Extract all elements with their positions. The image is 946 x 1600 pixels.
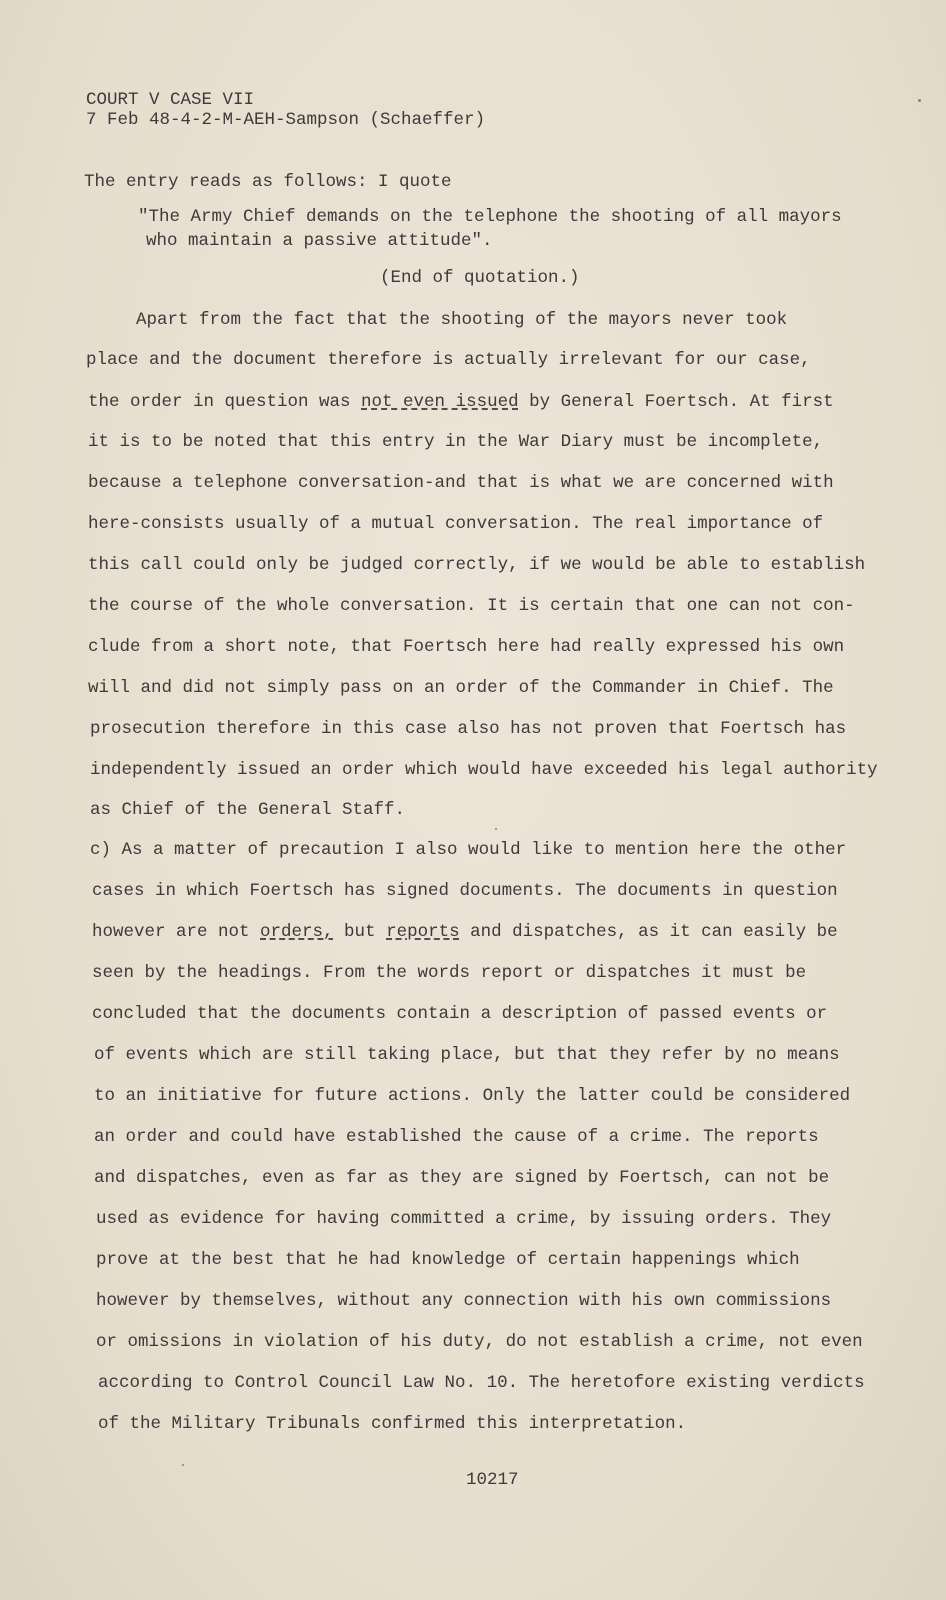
text-span: and dispatches, as it can easily be <box>459 922 838 942</box>
body-line: concluded that the documents contain a description of passed events or <box>92 1004 828 1024</box>
body-line: place and the document therefore is actually irrelevant for our case, <box>86 350 811 370</box>
body-line: Apart from the fact that the shooting of the mayors never took <box>136 310 788 330</box>
case-header <box>86 90 485 130</box>
body-line: the course of the whole conversation. It is certain that one can not con- <box>88 596 855 616</box>
text-span: by General Foertsch. At first <box>518 392 834 412</box>
body-line: of events which are still taking place, but that they refer by no means <box>94 1045 840 1065</box>
body-line: as Chief of the General Staff. <box>90 800 406 820</box>
body-line: seen by the headings. From the words report or dispatches it must be <box>92 963 807 983</box>
text-span: but <box>333 922 387 942</box>
body-line: it is to be noted that this entry in the War Diary must be incomplete, <box>88 432 824 452</box>
paper-speck <box>918 99 921 102</box>
underlined-word: orders, <box>260 922 334 942</box>
body-line: here-consists usually of a mutual conversation. The real importance of <box>88 514 824 534</box>
body-line: independently issued an order which would have exceeded his legal authority <box>90 760 878 780</box>
page-number: 10217 <box>466 1470 519 1490</box>
body-line: cases in which Foertsch has signed documents. The documents in question <box>92 881 838 901</box>
quotation-line-2: who maintain a passive attitude". <box>146 231 493 251</box>
date-reference-line: 7 Feb 48-4-2-M-AEH-Sampson (Schaeffer) <box>86 110 486 130</box>
quotation-line-1: "The Army Chief demands on the telephone the shooting of all mayors <box>138 207 842 227</box>
body-line: according to Control Council Law No. 10. The heretofore existing verdicts <box>98 1373 865 1393</box>
underlined-word: reports <box>386 922 460 942</box>
court-case-line: COURT V CASE VII <box>86 90 255 110</box>
body-line: used as evidence for having committed a crime, by issuing orders. They <box>96 1209 832 1229</box>
body-line: because a telephone conversation-and that is what we are concerned with <box>88 473 834 493</box>
end-of-quotation: (End of quotation.) <box>380 268 580 288</box>
body-line: will and did not simply pass on an order of the Commander in Chief. The <box>88 678 834 698</box>
text-span: however are not <box>92 922 261 942</box>
body-line: of the Military Tribunals confirmed this interpretation. <box>98 1414 687 1434</box>
body-line: however by themselves, without any connection with his own commissions <box>96 1291 832 1311</box>
body-line: an order and could have established the cause of a crime. The reports <box>94 1127 819 1147</box>
body-line: or omissions in violation of his duty, do not establish a crime, not even <box>96 1332 863 1352</box>
intro-line: The entry reads as follows: I quote <box>84 172 452 192</box>
body-line: and dispatches, even as far as they are signed by Foertsch, can not be <box>94 1168 830 1188</box>
body-line: prosecution therefore in this case also has not proven that Foertsch has <box>90 719 847 739</box>
paper-speck <box>495 828 497 830</box>
text-span: the order in question was <box>88 392 362 412</box>
paper-speck <box>182 1464 184 1466</box>
body-line: c) As a matter of precaution I also would like to mention here the other <box>90 840 847 860</box>
body-line: prove at the best that he had knowledge of certain happenings which <box>96 1250 800 1270</box>
body-line <box>88 392 834 412</box>
body-line: clude from a short note, that Foertsch here had really expressed his own <box>88 637 845 657</box>
body-line: this call could only be judged correctly, if we would be able to establish <box>88 555 866 575</box>
body-line: to an initiative for future actions. Only the latter could be considered <box>94 1086 851 1106</box>
underlined-phrase: not even issued <box>361 392 519 412</box>
body-line <box>92 922 838 942</box>
